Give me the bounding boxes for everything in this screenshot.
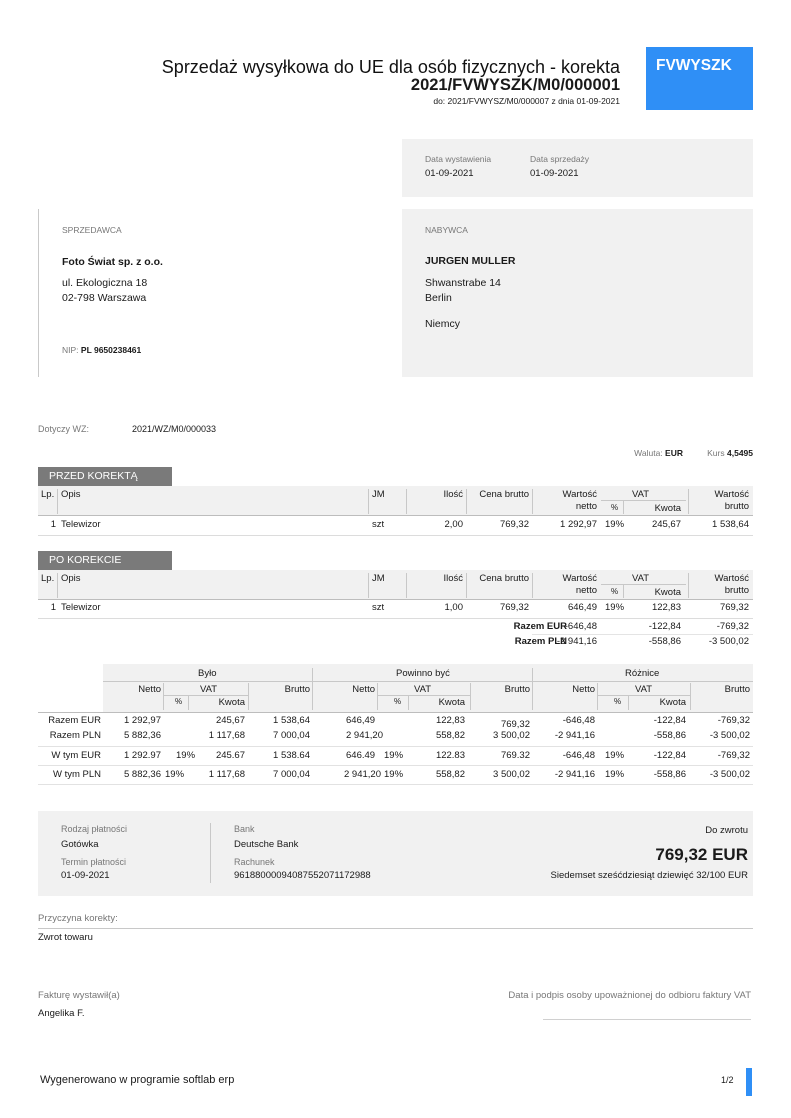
issuer-value: Angelika F. xyxy=(38,1008,85,1019)
powinno-pct: 19% xyxy=(384,750,404,761)
receiver-label: Data i podpis osoby upoważnionej do odbioru faktury VAT xyxy=(508,990,751,1001)
generated-by: Wygenerowano w programie softlab erp xyxy=(40,1074,235,1086)
roznice-netto: -2 941,16 xyxy=(554,769,595,780)
col-netto-2: netto xyxy=(575,585,597,596)
payment-due-value: 01-09-2021 xyxy=(61,870,110,881)
row-ilosc: 1,00 xyxy=(444,602,463,613)
reason-value: Zwrot towaru xyxy=(38,932,93,943)
total-kwota: -558,86 xyxy=(648,636,681,647)
reason-label: Przyczyna korekty: xyxy=(38,913,118,924)
col-jm: JM xyxy=(372,573,385,584)
payment-method-value: Gotówka xyxy=(61,839,99,850)
total-label: Razem PLN xyxy=(514,636,567,647)
after-table-header xyxy=(38,570,753,600)
bylo-brutto: 1 538,64 xyxy=(273,715,310,726)
sum-netto: Netto xyxy=(352,684,375,695)
bylo-netto: 1 292.97 xyxy=(124,750,161,761)
account-value: 96188000094087552071172988 xyxy=(234,870,371,881)
seller-label: SPRZEDAWCA xyxy=(62,225,122,235)
summary-row-label: W tym PLN xyxy=(52,769,101,780)
powinno-netto: 2 941,20 xyxy=(346,730,383,741)
roznice-netto: -646,48 xyxy=(562,715,595,726)
row-cena: 769,32 xyxy=(499,519,529,530)
seller-nip-value: PL 9650238461 xyxy=(80,345,142,355)
powinno-brutto: 769,32 xyxy=(500,719,530,730)
bylo-netto: 5 882,36 xyxy=(124,769,161,780)
col-opis: Opis xyxy=(61,573,81,584)
row-opis: Telewizor xyxy=(61,602,101,613)
document-type-badge: FVWYSZK xyxy=(646,47,753,110)
bylo-kwota: 1 117,68 xyxy=(208,730,245,741)
roznice-brutto: -769,32 xyxy=(717,750,750,761)
row-cena: 769,32 xyxy=(499,602,529,613)
roznice-brutto: -3 500,02 xyxy=(709,730,750,741)
total-kwota: -122,84 xyxy=(648,621,681,632)
powinno-kwota: 558,82 xyxy=(435,769,465,780)
roznice-brutto: -3 500,02 xyxy=(709,769,750,780)
wz-value: 2021/WZ/M0/000033 xyxy=(132,424,217,434)
col-brutto: Wartość xyxy=(714,573,749,584)
row-kwota: 122,83 xyxy=(651,602,681,613)
total-netto: -2 941,16 xyxy=(556,636,597,647)
sum-brutto: Brutto xyxy=(504,684,530,695)
bank-value: Deutsche Bank xyxy=(234,839,299,850)
summary-row-label: Razem PLN xyxy=(49,730,101,741)
roznice-netto: -646,48 xyxy=(562,750,595,761)
sum-vat: VAT xyxy=(635,684,653,695)
sum-kwota: Kwota xyxy=(438,697,465,708)
after-totals xyxy=(38,621,753,649)
after-table-row xyxy=(38,602,753,618)
sum-pct: % xyxy=(614,697,622,706)
bylo-pct: 19% xyxy=(176,750,196,761)
seller-panel xyxy=(38,209,383,377)
roznice-pct: 19% xyxy=(605,769,625,780)
buyer-name: JURGEN MULLER xyxy=(425,255,516,267)
document-reference: do: 2021/FVWYSZ/M0/000007 z dnia 01-09-2021 xyxy=(433,96,620,106)
powinno-kwota: 558,82 xyxy=(435,730,465,741)
sum-vat: VAT xyxy=(414,684,432,695)
row-opis: Telewizor xyxy=(61,519,101,530)
col-cena: Cena brutto xyxy=(479,573,529,584)
after-correction-label: PO KOREKCIE xyxy=(38,551,172,570)
sum-vat: VAT xyxy=(200,684,218,695)
summary-row xyxy=(38,730,753,745)
roznice-kwota: -122,84 xyxy=(653,715,686,726)
before-table-row xyxy=(38,519,753,535)
refund-in-words: Siedemset sześćdziesiąt dziewięć 32/100 EUR xyxy=(550,870,748,881)
summary-row xyxy=(38,769,753,784)
col-brutto: Wartość xyxy=(714,489,749,500)
row-pct: 19% xyxy=(605,519,625,530)
group-roznice: Różnice xyxy=(625,668,660,679)
bylo-netto: 1 292,97 xyxy=(124,715,161,726)
account-label: Rachunek xyxy=(234,857,275,867)
roznice-kwota: -558,86 xyxy=(653,769,686,780)
sale-date-value: 01-09-2021 xyxy=(530,168,579,179)
footer-accent-bar xyxy=(746,1068,752,1096)
sum-pct: % xyxy=(175,697,183,706)
payment-due-label: Termin płatności xyxy=(61,857,127,867)
payment-panel xyxy=(38,811,753,896)
bank-label: Bank xyxy=(234,824,255,834)
col-kwota: Kwota xyxy=(654,503,681,514)
total-brutto: -3 500,02 xyxy=(708,636,749,647)
group-powinno: Powinno być xyxy=(396,668,450,679)
powinno-brutto: 769.32 xyxy=(500,750,530,761)
sum-netto: Netto xyxy=(572,684,595,695)
before-table-header xyxy=(38,486,753,516)
roznice-netto: -2 941,16 xyxy=(554,730,595,741)
buyer-panel xyxy=(402,209,753,377)
before-correction-label: PRZED KOREKTĄ xyxy=(38,467,172,486)
roznice-brutto: -769,32 xyxy=(717,715,750,726)
buyer-city: Berlin xyxy=(425,292,452,304)
col-vat: VAT xyxy=(632,489,650,500)
roznice-pct: 19% xyxy=(605,750,625,761)
bylo-kwota: 245.67 xyxy=(215,750,245,761)
summary-rows xyxy=(38,715,753,785)
rate-label: Kurs xyxy=(707,448,725,458)
roznice-kwota: -558,86 xyxy=(653,730,686,741)
seller-name: Foto Świat sp. z o.o. xyxy=(62,256,163,268)
row-jm: szt xyxy=(372,602,385,613)
seller-street: ul. Ekologiczna 18 xyxy=(62,277,148,289)
seller-nip-label: NIP: xyxy=(62,345,79,355)
document-title: Sprzedaż wysyłkowa do UE dla osób fizycznych - korekta xyxy=(161,57,620,77)
total-brutto: -769,32 xyxy=(716,621,749,632)
roznice-kwota: -122,84 xyxy=(653,750,686,761)
rate-value: 4,5495 xyxy=(727,448,753,458)
powinno-netto: 646.49 xyxy=(346,750,376,761)
row-netto: 646,49 xyxy=(567,602,597,613)
powinno-netto: 646,49 xyxy=(346,715,376,726)
issue-date-value: 01-09-2021 xyxy=(425,168,474,179)
row-kwota: 245,67 xyxy=(651,519,681,530)
summary-row xyxy=(38,715,753,730)
sum-brutto: Brutto xyxy=(724,684,750,695)
bylo-kwota: 1 117,68 xyxy=(208,769,245,780)
signature-line xyxy=(543,1019,751,1020)
buyer-street: Shwanstrabe 14 xyxy=(425,277,501,289)
group-bylo: Było xyxy=(198,668,217,679)
summary-row xyxy=(38,750,753,765)
powinno-pct: 19% xyxy=(384,769,404,780)
col-kwota: Kwota xyxy=(654,587,681,598)
dates-panel xyxy=(402,139,753,197)
col-netto-2: netto xyxy=(575,501,597,512)
total-label: Razem EUR xyxy=(513,621,567,632)
col-ilosc: Ilość xyxy=(443,573,463,584)
buyer-label: NABYWCA xyxy=(425,225,468,235)
currency xyxy=(634,448,683,458)
col-opis: Opis xyxy=(61,489,81,500)
col-netto: Wartość xyxy=(562,489,597,500)
currency-label: Waluta: xyxy=(634,448,663,458)
currency-value: EUR xyxy=(665,448,683,458)
row-netto: 1 292,97 xyxy=(560,519,597,530)
row-lp: 1 xyxy=(50,602,56,613)
col-lp: Lp. xyxy=(41,573,55,584)
col-vat: VAT xyxy=(632,573,650,584)
row-lp: 1 xyxy=(50,519,56,530)
sum-netto: Netto xyxy=(138,684,161,695)
refund-label: Do zwrotu xyxy=(705,825,748,836)
powinno-kwota: 122.83 xyxy=(435,750,465,761)
row-brutto: 769,32 xyxy=(719,602,749,613)
bylo-brutto: 1 538.64 xyxy=(273,750,310,761)
refund-amount: 769,32 EUR xyxy=(655,845,748,864)
col-ilosc: Ilość xyxy=(443,489,463,500)
bylo-netto: 5 882,36 xyxy=(124,730,161,741)
bylo-brutto: 7 000,04 xyxy=(273,769,310,780)
sum-pct: % xyxy=(394,697,402,706)
issue-date-label: Data wystawienia xyxy=(425,154,492,164)
col-pct: % xyxy=(611,503,619,512)
col-brutto-2: brutto xyxy=(724,585,749,596)
exchange-rate xyxy=(707,448,753,458)
sale-date-label: Data sprzedaży xyxy=(530,154,590,164)
summary-header xyxy=(103,664,753,712)
powinno-brutto: 3 500,02 xyxy=(493,730,530,741)
document-number: 2021/FVWYSZK/M0/000001 xyxy=(410,76,620,94)
seller-city: 02-798 Warszawa xyxy=(62,292,147,304)
bylo-brutto: 7 000,04 xyxy=(273,730,310,741)
powinno-netto: 2 941,20 xyxy=(344,769,381,780)
sum-kwota: Kwota xyxy=(659,697,686,708)
wz-label: Dotyczy WZ: xyxy=(38,424,89,434)
sum-brutto: Brutto xyxy=(284,684,310,695)
powinno-kwota: 122,83 xyxy=(435,715,465,726)
seller-nip xyxy=(62,345,141,355)
row-pct: 19% xyxy=(605,602,625,613)
sum-kwota: Kwota xyxy=(218,697,245,708)
bylo-kwota: 245,67 xyxy=(215,715,245,726)
col-pct: % xyxy=(611,587,619,596)
col-cena: Cena brutto xyxy=(479,489,529,500)
col-jm: JM xyxy=(372,489,385,500)
page-number: 1/2 xyxy=(721,1075,734,1085)
row-ilosc: 2,00 xyxy=(444,519,463,530)
powinno-brutto: 3 500,02 xyxy=(493,769,530,780)
col-netto: Wartość xyxy=(562,573,597,584)
col-lp: Lp. xyxy=(41,489,55,500)
row-jm: szt xyxy=(372,519,385,530)
summary-row-label: W tym EUR xyxy=(51,750,101,761)
row-brutto: 1 538,64 xyxy=(712,519,749,530)
total-netto: -646,48 xyxy=(564,621,597,632)
buyer-country: Niemcy xyxy=(425,318,461,330)
bylo-pct: 19% xyxy=(165,769,185,780)
col-brutto-2: brutto xyxy=(724,501,749,512)
payment-method-label: Rodzaj płatności xyxy=(61,824,128,834)
issuer-label: Fakturę wystawił(a) xyxy=(38,990,120,1001)
summary-row-label: Razem EUR xyxy=(48,715,101,726)
